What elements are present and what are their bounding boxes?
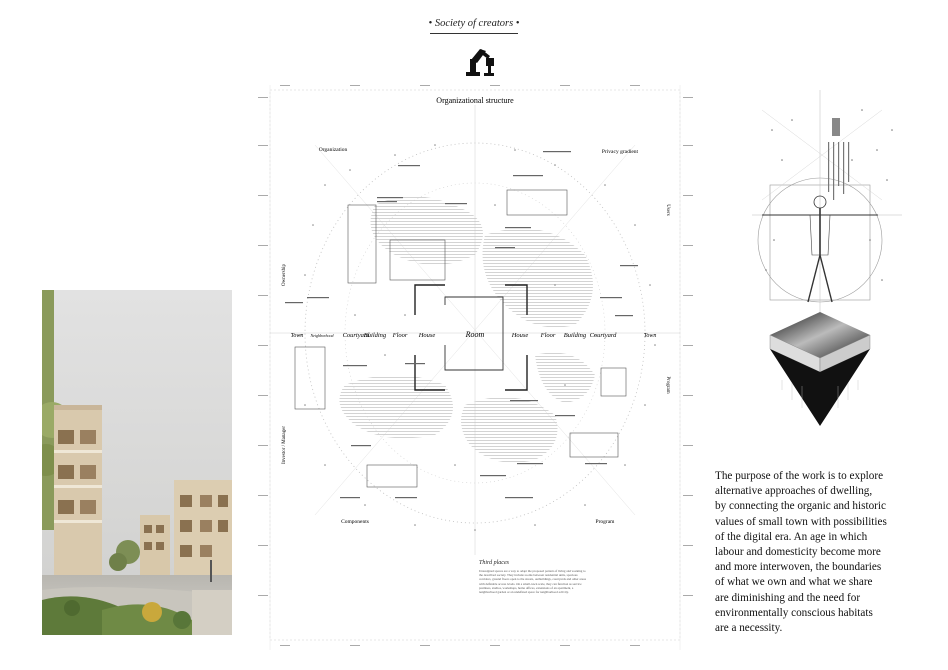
description-line: and more interwoven, the boundaries xyxy=(715,561,882,574)
description-line: of what we own and what we share xyxy=(715,576,873,589)
corner-label-components: Components xyxy=(341,519,369,525)
corner-label-program: Program xyxy=(595,519,615,525)
scale-building-left: Building xyxy=(363,332,387,339)
scale-room: Room xyxy=(465,330,485,339)
project-description xyxy=(715,469,920,636)
diagram-title: Organizational structure xyxy=(436,96,514,105)
street-render-image xyxy=(42,290,232,635)
scale-courtyard-right: Courtyard xyxy=(589,332,617,339)
side-label-users: Users xyxy=(665,204,670,216)
scale-house-left: House xyxy=(418,332,436,339)
description-line: by connecting the organic and historic xyxy=(715,500,886,513)
side-label-program: Program xyxy=(665,376,670,394)
description-line: of the digital era. An age in which xyxy=(715,530,868,543)
corner-label-privacy-gradient: Privacy gradient xyxy=(601,149,639,155)
robot-arm-icon xyxy=(462,45,496,77)
vitruvian-figure-collage xyxy=(752,90,902,430)
corner-label-organization: Organization xyxy=(318,147,348,153)
organizational-structure-diagram xyxy=(255,85,700,650)
scale-building-right: Building xyxy=(563,332,587,339)
page-title: • Society of creators • xyxy=(428,18,520,29)
description-line: values of small town with possibilities xyxy=(715,515,887,528)
third-places-body: Unassigned spaces are a way to adapt the proposed pattern of living and working to the described society. They include rooms between residential units, spacious corridors, ground floors open to the streets, outbuildings, courtyards and other areas with definable access levels. On a small-town scale, they can function as service premises, studios, workshops, home offices, extensions of an apartment, a neighborhood garden or an undefined space for neighborhood activity. xyxy=(479,569,586,595)
description-line: are diminishing and the need for xyxy=(715,591,861,604)
third-places-title: Third places xyxy=(479,560,509,566)
description-line: environmentally conscious habitats xyxy=(715,606,873,619)
scale-courtyard-left: Courtyard xyxy=(342,332,370,339)
scale-town-right: Town xyxy=(643,333,657,339)
side-label-ownership: Ownership xyxy=(282,264,287,286)
description-line: are a necessity. xyxy=(715,622,783,635)
description-line: labour and domesticity become more xyxy=(715,546,881,559)
title-underline xyxy=(430,33,518,34)
side-label-investor-manager: Investor / Manager xyxy=(282,425,287,465)
scale-house-right: House xyxy=(511,332,529,339)
description-line: The purpose of the work is to explore xyxy=(715,470,884,482)
scale-floor-left: Floor xyxy=(392,332,408,339)
scale-neighborhood: Neighborhood xyxy=(310,333,334,338)
scale-town-left: Town xyxy=(290,333,304,339)
scale-floor-right: Floor xyxy=(540,332,556,339)
description-line: alternative approaches of dwelling, xyxy=(715,485,873,498)
